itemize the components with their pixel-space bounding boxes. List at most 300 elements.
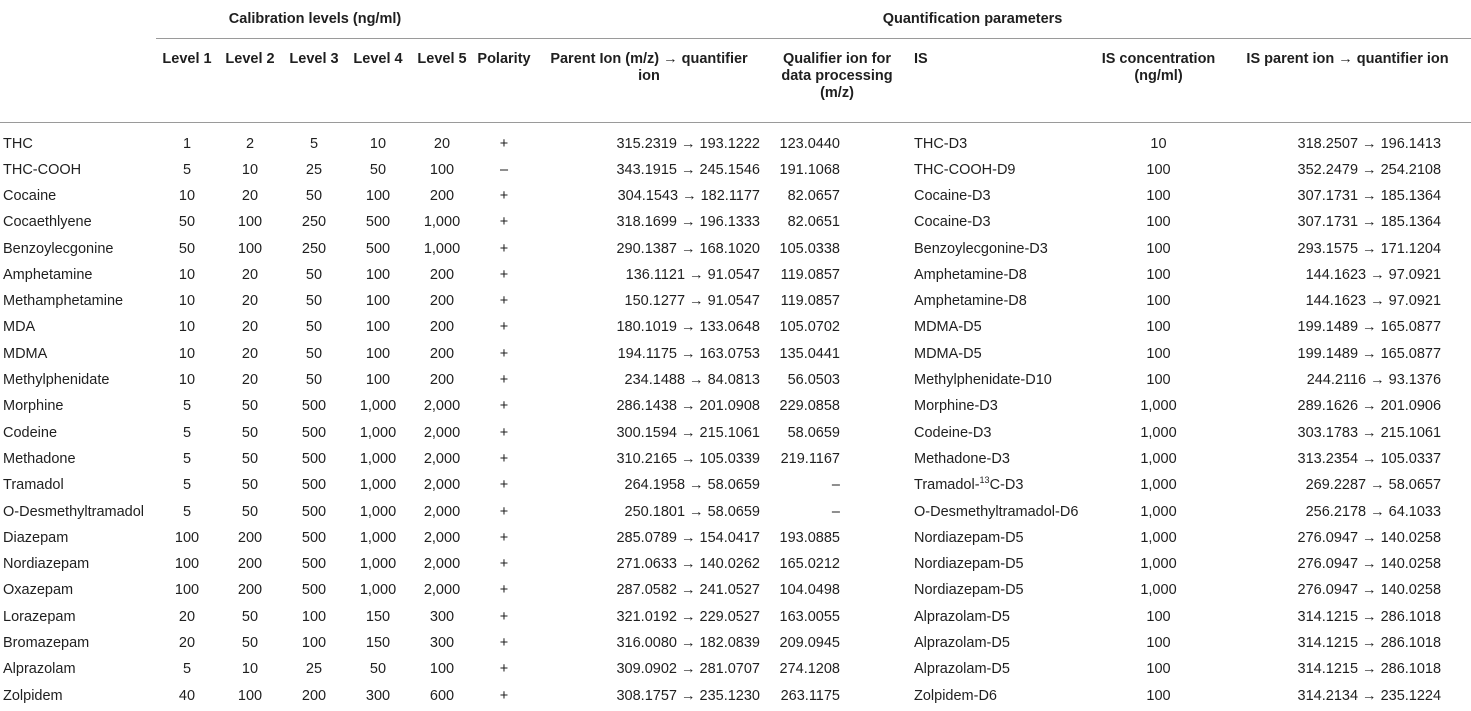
level-1-value: 100 (174, 556, 200, 573)
level-5-value: 100 (429, 161, 455, 178)
table-row (0, 393, 1471, 419)
is-parent-ion-value: 276.0947 → 140.0258 (1297, 556, 1442, 573)
level-5-value: 100 (429, 661, 455, 678)
header-empty (0, 0, 156, 39)
level-2-value: 50 (241, 450, 259, 467)
is-parent-ion-value: 314.2134 → 235.1224 (1297, 687, 1442, 704)
internal-standard-name: Amphetamine-D8 (914, 266, 1027, 283)
level-2-value: 200 (237, 582, 263, 599)
level-5-value: 300 (429, 634, 455, 651)
header-columns-row (0, 39, 1471, 123)
level-2-value: 20 (241, 345, 259, 362)
level-3-value: 25 (305, 161, 323, 178)
level-5-value: 1,000 (423, 214, 461, 231)
level-3-value: 500 (301, 477, 327, 494)
qualifier-ion-value: 56.0503 (787, 372, 840, 389)
level-1-value: 50 (178, 240, 196, 257)
parent-ion-value: 343.1915 → 245.1546 (616, 161, 760, 178)
header-level-4: Level 4 (346, 39, 410, 123)
analyte-name: THC-COOH (3, 161, 82, 178)
analyte-name: Zolpidem (3, 687, 63, 704)
level-3-value: 50 (305, 319, 323, 336)
header-is: IS (910, 39, 1093, 123)
is-parent-ion-value: 289.1626 → 201.0906 (1297, 398, 1442, 415)
level-1-value: 10 (178, 187, 196, 204)
internal-standard-name: O-Desmethyltramadol-D6 (914, 503, 1079, 520)
table-row (0, 183, 1471, 209)
is-parent-ion-value: 303.1783 → 215.1061 (1297, 424, 1442, 441)
analyte-name: Methadone (3, 450, 76, 467)
level-3-value: 50 (305, 187, 323, 204)
qualifier-ion-value: 82.0651 (787, 214, 840, 231)
internal-standard-name: MDMA-D5 (914, 319, 982, 336)
table-row (0, 123, 1471, 157)
level-2-value: 200 (237, 556, 263, 573)
header-qualifier-ion: Qualifier ion for data processing (m/z) (764, 39, 910, 123)
analyte-name: Oxazepam (3, 582, 74, 599)
qualifier-ion-value: 105.0338 (779, 240, 840, 257)
level-5-value: 200 (429, 266, 455, 283)
polarity-value: + (499, 450, 509, 467)
is-concentration-value: 1,000 (1140, 503, 1177, 520)
is-parent-ion-value: 144.1623 → 97.0921 (1305, 266, 1442, 283)
parent-ion-value: 150.1277 → 91.0547 (624, 293, 760, 310)
polarity-value: + (499, 556, 509, 573)
table-row (0, 288, 1471, 314)
level-4-value: 100 (365, 266, 391, 283)
is-concentration-value: 100 (1146, 293, 1171, 310)
level-4-value: 1,000 (359, 582, 397, 599)
header-level-3: Level 3 (282, 39, 346, 123)
header-quantification-parameters: Quantification parameters (474, 0, 1471, 39)
is-parent-ion-value: 244.2116 → 93.1376 (1306, 372, 1442, 389)
level-5-value: 200 (429, 293, 455, 310)
is-concentration-value: 1,000 (1140, 582, 1177, 599)
is-concentration-value: 1,000 (1140, 398, 1177, 415)
level-3-value: 250 (301, 240, 327, 257)
internal-standard-name: Benzoylecgonine-D3 (914, 240, 1048, 257)
level-1-value: 10 (178, 372, 196, 389)
parent-ion-value: 234.1488 → 84.0813 (624, 372, 760, 389)
level-2-value: 20 (241, 319, 259, 336)
polarity-value: + (499, 135, 509, 152)
polarity-value: + (499, 503, 509, 520)
level-5-value: 2,000 (423, 503, 461, 520)
is-parent-ion-value: 313.2354 → 105.0337 (1297, 450, 1442, 467)
level-5-value: 2,000 (423, 477, 461, 494)
level-1-value: 5 (182, 661, 192, 678)
internal-standard-name: Cocaine-D3 (914, 214, 991, 231)
level-3-value: 50 (305, 345, 323, 362)
header-analyte (0, 39, 156, 123)
level-4-value: 100 (365, 372, 391, 389)
table-header (0, 0, 1471, 123)
level-5-value: 2,000 (423, 556, 461, 573)
polarity-value: + (499, 293, 509, 310)
is-concentration-value: 100 (1146, 319, 1171, 336)
qualifier-ion-value: 191.1068 (779, 161, 840, 178)
level-4-value: 1,000 (359, 477, 397, 494)
analyte-name: Diazepam (3, 529, 69, 546)
internal-standard-name: Zolpidem-D6 (914, 687, 997, 704)
level-3-value: 500 (301, 556, 327, 573)
header-is-parent-ion: IS parent ion → quantifier ion (1224, 39, 1471, 123)
is-parent-ion-value: 269.2287 → 58.0657 (1305, 477, 1442, 494)
qualifier-ion-value: 165.0212 (779, 556, 840, 573)
analyte-name: Methylphenidate (3, 372, 110, 389)
parent-ion-value: 308.1757 → 235.1230 (616, 687, 760, 704)
level-3-value: 500 (301, 450, 327, 467)
polarity-value: + (499, 319, 509, 336)
level-1-value: 40 (178, 687, 196, 704)
internal-standard-name: Alprazolam-D5 (914, 634, 1010, 651)
level-4-value: 10 (369, 135, 387, 152)
level-1-value: 5 (182, 424, 192, 441)
level-2-value: 100 (237, 240, 263, 257)
header-is-concentration: IS concentration (ng/ml) (1093, 39, 1224, 123)
internal-standard-name: Codeine-D3 (914, 424, 992, 441)
level-4-value: 500 (365, 240, 391, 257)
level-4-value: 1,000 (359, 556, 397, 573)
analyte-name: Cocaine (3, 187, 57, 204)
level-1-value: 10 (178, 266, 196, 283)
qualifier-ion-value: – (831, 503, 840, 520)
level-5-value: 200 (429, 187, 455, 204)
isotope-superscript: 13 (979, 475, 990, 486)
level-4-value: 300 (365, 687, 391, 704)
is-concentration-value: 1,000 (1140, 477, 1177, 494)
level-5-value: 2,000 (423, 398, 461, 415)
polarity-value: – (499, 161, 509, 178)
polarity-value: + (499, 372, 509, 389)
level-2-value: 10 (241, 161, 259, 178)
level-4-value: 1,000 (359, 503, 397, 520)
level-5-value: 2,000 (423, 529, 461, 546)
level-1-value: 100 (174, 529, 200, 546)
polarity-value: + (499, 582, 509, 599)
internal-standard-name (910, 472, 1093, 498)
is-concentration-value: 100 (1146, 214, 1171, 231)
parent-ion-value: 316.0080 → 182.0839 (616, 634, 760, 651)
internal-standard-name-part: Tramadol- (914, 477, 980, 494)
polarity-value: + (499, 661, 509, 678)
table-row (0, 446, 1471, 472)
qualifier-ion-value: 119.0857 (780, 293, 840, 310)
level-4-value: 1,000 (359, 424, 397, 441)
is-concentration-value: 100 (1146, 634, 1171, 651)
parent-ion-value: 250.1801 → 58.0659 (624, 503, 760, 520)
qualifier-ion-value: 193.0885 (779, 529, 840, 546)
is-concentration-value: 1,000 (1140, 424, 1177, 441)
level-2-value: 100 (237, 687, 263, 704)
analyte-name: THC (3, 135, 33, 152)
internal-standard-name: Methadone-D3 (914, 450, 1010, 467)
qualifier-ion-value: 274.1208 (779, 661, 840, 678)
qualifier-ion-value: 123.0440 (779, 135, 840, 152)
level-2-value: 50 (241, 634, 259, 651)
level-1-value: 5 (182, 503, 192, 520)
polarity-value: + (499, 424, 509, 441)
level-2-value: 20 (241, 266, 259, 283)
analyte-name: Alprazolam (3, 661, 76, 678)
is-parent-ion-value: 144.1623 → 97.0921 (1305, 293, 1442, 310)
level-1-value: 100 (174, 582, 200, 599)
parent-ion-value: 194.1175 → 163.0753 (617, 345, 760, 362)
internal-standard-name: Nordiazepam-D5 (914, 556, 1024, 573)
table-row (0, 314, 1471, 340)
is-parent-ion-value: 256.2178 → 64.1033 (1305, 503, 1442, 520)
level-4-value: 100 (365, 187, 391, 204)
level-2-value: 50 (241, 503, 259, 520)
level-4-value: 50 (369, 161, 387, 178)
table-row (0, 341, 1471, 367)
analyte-name: Methamphetamine (3, 293, 124, 310)
is-concentration-value: 100 (1146, 608, 1171, 625)
level-3-value: 50 (305, 266, 323, 283)
is-parent-ion-value: 276.0947 → 140.0258 (1297, 582, 1442, 599)
analyte-name: Codeine (3, 424, 58, 441)
internal-standard-name: Cocaine-D3 (914, 187, 991, 204)
parent-ion-value: 300.1594 → 215.1061 (616, 424, 760, 441)
qualifier-ion-value: 263.1175 (780, 687, 840, 704)
internal-standard-name: Amphetamine-D8 (914, 293, 1027, 310)
is-concentration-value: 10 (1150, 135, 1167, 152)
is-parent-ion-value: 199.1489 → 165.0877 (1297, 319, 1442, 336)
internal-standard-name: Alprazolam-D5 (914, 661, 1010, 678)
level-2-value: 2 (245, 135, 255, 152)
qualifier-ion-value: 135.0441 (779, 345, 840, 362)
polarity-value: + (499, 477, 509, 494)
level-2-value: 10 (241, 661, 259, 678)
is-concentration-value: 1,000 (1140, 529, 1177, 546)
internal-standard-name: MDMA-D5 (914, 345, 982, 362)
level-2-value: 50 (241, 477, 259, 494)
level-1-value: 10 (178, 293, 196, 310)
level-1-value: 10 (178, 345, 196, 362)
level-2-value: 200 (237, 529, 263, 546)
is-concentration-value: 100 (1146, 266, 1171, 283)
table-row (0, 419, 1471, 445)
parent-ion-value: 264.1958 → 58.0659 (624, 477, 760, 494)
level-5-value: 300 (429, 608, 455, 625)
analyte-name: MDMA (3, 345, 48, 362)
polarity-value: + (499, 608, 509, 625)
is-concentration-value: 1,000 (1140, 556, 1177, 573)
level-1-value: 50 (178, 214, 196, 231)
qualifier-ion-value: 58.0659 (787, 424, 840, 441)
internal-standard-name-part: C-D3 (989, 477, 1024, 494)
level-2-value: 50 (241, 608, 259, 625)
level-3-value: 25 (305, 661, 323, 678)
is-concentration-value: 100 (1146, 187, 1171, 204)
is-parent-ion-value: 307.1731 → 185.1364 (1297, 187, 1442, 204)
level-5-value: 200 (429, 345, 455, 362)
internal-standard-name: Morphine-D3 (914, 398, 998, 415)
level-3-value: 500 (301, 582, 327, 599)
level-2-value: 20 (241, 293, 259, 310)
level-5-value: 200 (429, 319, 455, 336)
internal-standard-name: Nordiazepam-D5 (914, 582, 1024, 599)
level-1-value: 5 (182, 477, 192, 494)
analyte-name: Bromazepam (3, 634, 90, 651)
level-3-value: 200 (301, 687, 327, 704)
parent-ion-value: 310.2165 → 105.0339 (616, 450, 760, 467)
level-3-value: 50 (305, 293, 323, 310)
level-4-value: 100 (365, 293, 391, 310)
is-parent-ion-value: 293.1575 → 171.1204 (1297, 240, 1442, 257)
level-3-value: 100 (301, 608, 327, 625)
qualifier-ion-value: 219.1167 (780, 450, 840, 467)
level-1-value: 10 (178, 319, 196, 336)
analyte-name: O-Desmethyltramadol (3, 503, 145, 520)
internal-standard-name: THC-COOH-D9 (914, 161, 1016, 178)
level-3-value: 500 (301, 529, 327, 546)
analyte-name: Morphine (3, 398, 64, 415)
header-group-row (0, 0, 1471, 39)
analyte-name: Benzoylecgonine (3, 240, 114, 257)
analyte-name: Lorazepam (3, 608, 76, 625)
header-polarity: Polarity (474, 39, 534, 123)
parent-ion-value: 271.0633 → 140.0262 (616, 556, 760, 573)
is-parent-ion-value: 352.2479 → 254.2108 (1297, 161, 1442, 178)
level-4-value: 100 (365, 345, 391, 362)
level-5-value: 200 (429, 372, 455, 389)
is-parent-ion-value: 199.1489 → 165.0877 (1297, 345, 1442, 362)
qualifier-ion-value: 105.0702 (779, 319, 840, 336)
polarity-value: + (499, 240, 509, 257)
is-concentration-value: 100 (1146, 687, 1171, 704)
level-5-value: 2,000 (423, 582, 461, 599)
table-row (0, 604, 1471, 630)
analyte-name: Nordiazepam (3, 556, 90, 573)
polarity-value: + (499, 529, 509, 546)
polarity-value: + (499, 187, 509, 204)
is-concentration-value: 1,000 (1140, 450, 1177, 467)
level-5-value: 600 (429, 687, 455, 704)
is-parent-ion-value: 307.1731 → 185.1364 (1297, 214, 1442, 231)
header-level-5: Level 5 (410, 39, 474, 123)
internal-standard-name: Methylphenidate-D10 (914, 372, 1052, 389)
level-5-value: 1,000 (423, 240, 461, 257)
polarity-value: + (499, 266, 509, 283)
parent-ion-value: 304.1543 → 182.1177 (617, 187, 760, 204)
is-parent-ion-value: 318.2507 → 196.1413 (1297, 135, 1442, 152)
level-3-value: 500 (301, 424, 327, 441)
is-concentration-value: 100 (1146, 240, 1171, 257)
level-3-value: 100 (301, 634, 327, 651)
qualifier-ion-value: 104.0498 (779, 582, 840, 599)
parent-ion-value: 136.1121 → 91.0547 (625, 266, 760, 283)
header-parent-ion: Parent Ion (m/z) → quantifier ion (534, 39, 764, 123)
level-4-value: 50 (369, 661, 387, 678)
qualifier-ion-value: 163.0055 (779, 608, 840, 625)
level-1-value: 1 (182, 135, 192, 152)
level-4-value: 100 (365, 319, 391, 336)
table-row (0, 682, 1471, 708)
table-row (0, 525, 1471, 551)
parent-ion-value: 287.0582 → 241.0527 (616, 582, 760, 599)
polarity-value: + (499, 345, 509, 362)
table-body (0, 123, 1471, 709)
level-2-value: 20 (241, 187, 259, 204)
header-calibration-levels: Calibration levels (ng/ml) (156, 0, 474, 39)
qualifier-ion-value: 209.0945 (779, 634, 840, 651)
level-3-value: 5 (309, 135, 319, 152)
parent-ion-value: 318.1699 → 196.1333 (616, 214, 760, 231)
internal-standard-name: Alprazolam-D5 (914, 608, 1010, 625)
is-parent-ion-value: 314.1215 → 286.1018 (1297, 661, 1442, 678)
parent-ion-value: 180.1019 → 133.0648 (616, 319, 760, 336)
qualifier-ion-value: 119.0857 (780, 266, 840, 283)
parent-ion-value: 315.2319 → 193.1222 (616, 135, 760, 152)
table-row (0, 630, 1471, 656)
is-concentration-value: 100 (1146, 161, 1171, 178)
parent-ion-value: 285.0789 → 154.0417 (616, 529, 760, 546)
polarity-value: + (499, 634, 509, 651)
qualifier-ion-value: 229.0858 (779, 398, 840, 415)
level-1-value: 20 (178, 608, 196, 625)
level-1-value: 20 (178, 634, 196, 651)
level-3-value: 500 (301, 398, 327, 415)
level-4-value: 1,000 (359, 398, 397, 415)
internal-standard-name: Nordiazepam-D5 (914, 529, 1024, 546)
is-parent-ion-value: 314.1215 → 286.1018 (1297, 608, 1442, 625)
table-row (0, 498, 1471, 524)
table-row (0, 472, 1471, 498)
analyte-name: Cocaethlyene (3, 214, 92, 231)
polarity-value: + (499, 398, 509, 415)
level-3-value: 50 (305, 372, 323, 389)
table-row (0, 577, 1471, 603)
level-4-value: 500 (365, 214, 391, 231)
level-3-value: 500 (301, 503, 327, 520)
level-4-value: 1,000 (359, 450, 397, 467)
header-level-2: Level 2 (218, 39, 282, 123)
level-1-value: 5 (182, 450, 192, 467)
parent-ion-value: 321.0192 → 229.0527 (616, 608, 760, 625)
level-2-value: 100 (237, 214, 263, 231)
analyte-name: Tramadol (3, 477, 64, 494)
parent-ion-value: 290.1387 → 168.1020 (616, 240, 760, 257)
table-row (0, 209, 1471, 235)
internal-standard-name: THC-D3 (914, 135, 968, 152)
header-level-1: Level 1 (156, 39, 218, 123)
qualifier-ion-value: – (831, 477, 840, 494)
level-5-value: 2,000 (423, 424, 461, 441)
polarity-value: + (499, 214, 509, 231)
analyte-name: Amphetamine (3, 266, 93, 283)
is-parent-ion-value: 276.0947 → 140.0258 (1297, 529, 1442, 546)
level-4-value: 150 (365, 634, 391, 651)
parent-ion-value: 286.1438 → 201.0908 (616, 398, 760, 415)
is-concentration-value: 100 (1146, 372, 1171, 389)
level-5-value: 2,000 (423, 450, 461, 467)
qualifier-ion-value: 82.0657 (787, 187, 840, 204)
is-concentration-value: 100 (1146, 661, 1171, 678)
level-2-value: 50 (241, 398, 259, 415)
table-row (0, 551, 1471, 577)
level-5-value: 20 (433, 135, 451, 152)
table-row (0, 235, 1471, 261)
level-4-value: 150 (365, 608, 391, 625)
is-concentration-value: 100 (1146, 345, 1171, 362)
level-4-value: 1,000 (359, 529, 397, 546)
table-row (0, 157, 1471, 183)
table-row (0, 262, 1471, 288)
table-row (0, 367, 1471, 393)
analyte-name: MDA (3, 319, 36, 336)
polarity-value: + (499, 687, 509, 704)
